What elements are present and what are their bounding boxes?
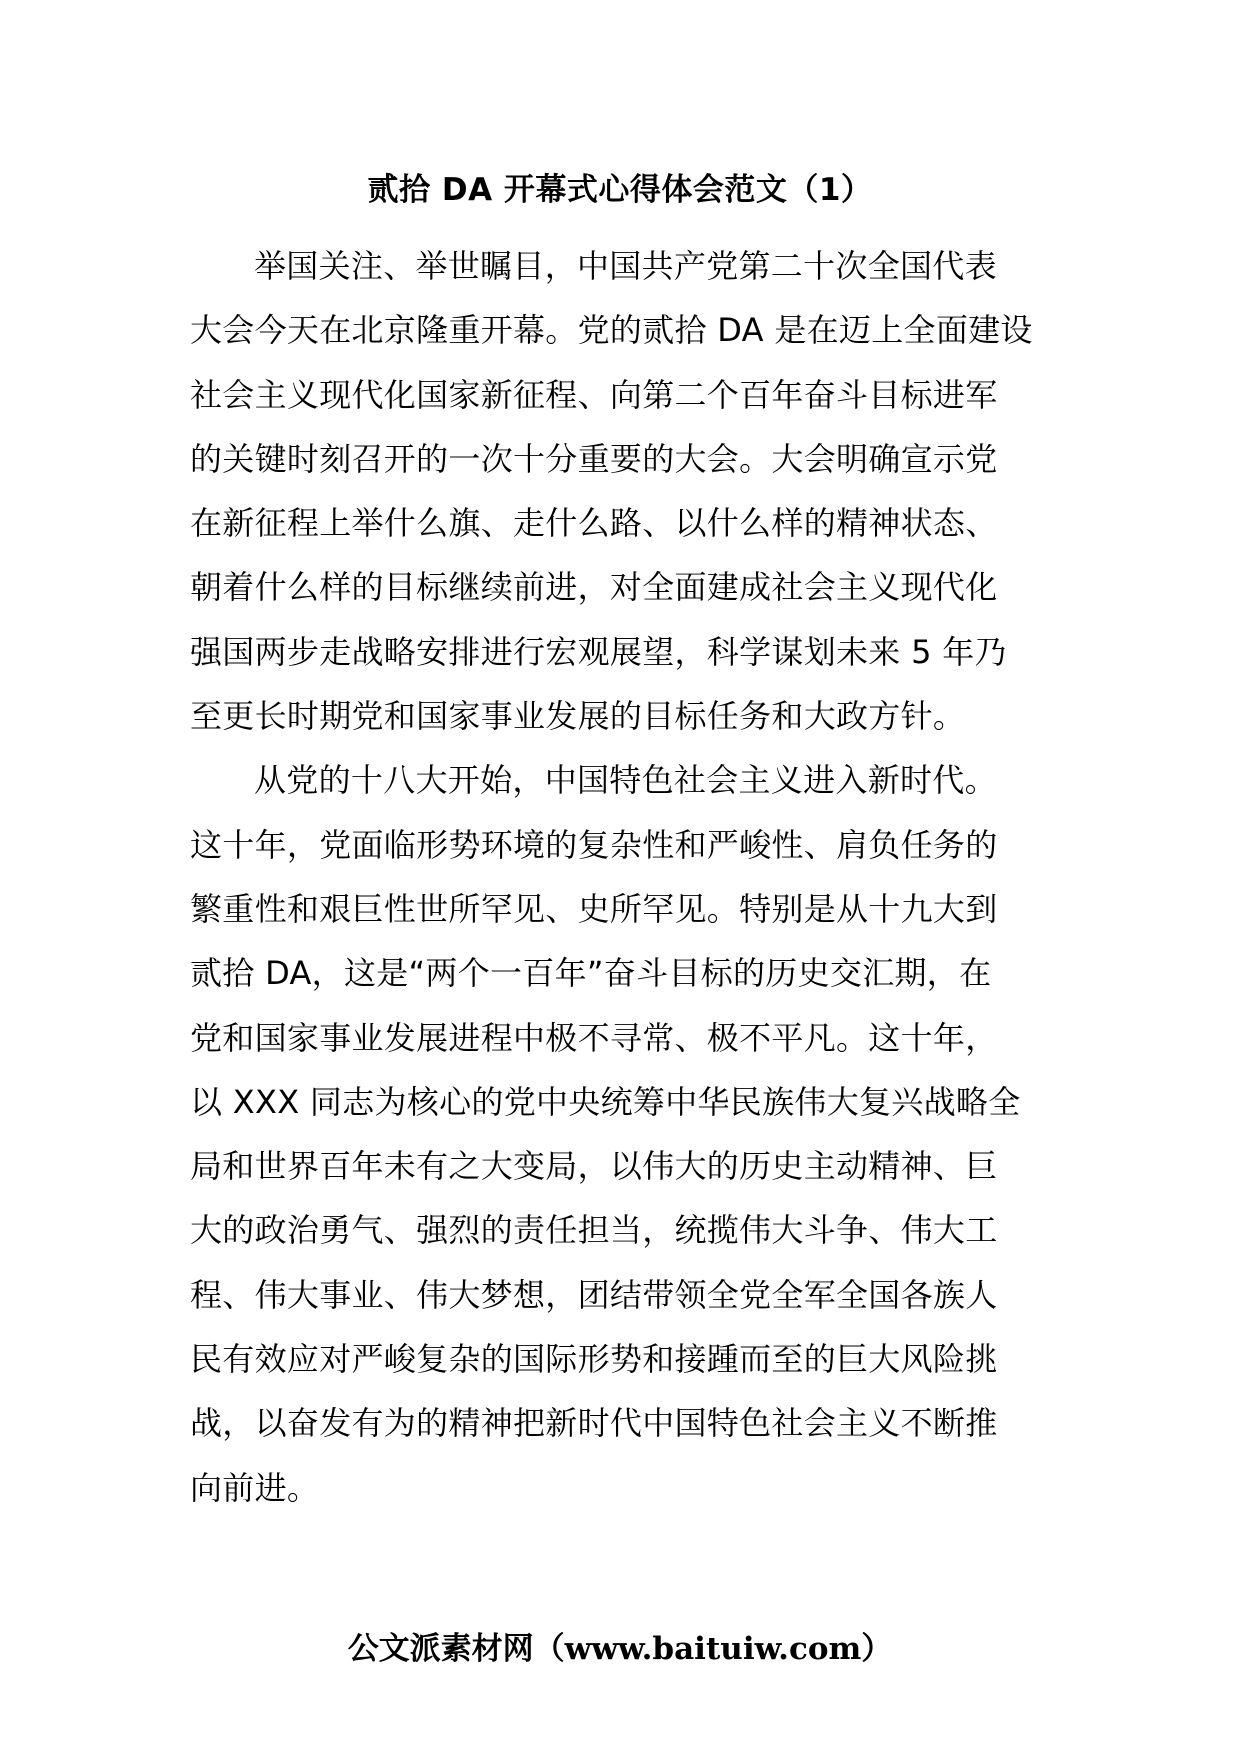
text-line: 以 XXX 同志为核心的党中央统筹中华民族伟大复兴战略全 [190, 1082, 1021, 1121]
text-line: 社会主义现代化国家新征程、向第二个百年奋斗目标进军 [190, 375, 998, 414]
document-title: 贰拾 DA 开幕式心得体会范文（1） [367, 172, 873, 208]
text-line: 程、伟大事业、伟大梦想，团结带领全党全军全国各族人 [190, 1275, 998, 1314]
text-line: 在新征程上举什么旗、走什么路、以什么样的精神状态、 [190, 504, 998, 543]
document-body [190, 234, 1070, 1520]
text-line: 举国关注、举世瞩目，中国共产党第二十次全国代表 [254, 247, 997, 285]
text-line: 强国两步走战略安排进行宏观展望，科学谋划未来 5 年乃 [190, 632, 1007, 671]
text-line: 大会今天在北京隆重开幕。党的贰拾 DA 是在迈上全面建设 [190, 311, 1033, 350]
text-line: 局和世界百年未有之大变局，以伟大的历史主动精神、巨 [190, 1147, 998, 1186]
text-line: 贰拾 DA，这是“两个一百年”奋斗目标的历史交汇期，在 [190, 954, 992, 993]
text-line: 战，以奋发有为的精神把新时代中国特色社会主义不断推 [190, 1404, 998, 1443]
text-line: 繁重性和艰巨性世所罕见、史所罕见。特别是从十九大到 [190, 889, 998, 928]
text-line: 党和国家事业发展进程中极不寻常、极不平凡。这十年， [190, 1018, 998, 1057]
text-line: 朝着什么样的目标继续前进，对全面建成社会主义现代化 [190, 568, 998, 607]
text-line: 至更长时期党和国家事业发展的目标任务和大政方针。 [190, 697, 966, 736]
text-line: 大的政治勇气、强烈的责任担当，统揽伟大斗争、伟大工 [190, 1211, 998, 1250]
text-line: 向前进。 [190, 1468, 320, 1507]
text-line: 民有效应对严峻复杂的国际形势和接踵而至的巨大风险挑 [190, 1340, 998, 1379]
text-line: 的关键时刻召开的一次十分重要的大会。大会明确宣示党 [190, 439, 998, 478]
paragraph-1 [190, 234, 1070, 748]
footer-source: 公文派素材网（www.baituiw.com） [347, 1631, 893, 1667]
paragraph-2 [190, 748, 1070, 1520]
text-line: 从党的十八大开始，中国特色社会主义进入新时代。 [254, 761, 997, 800]
text-line: 这十年，党面临形势环境的复杂性和严峻性、肩负任务的 [190, 825, 998, 864]
